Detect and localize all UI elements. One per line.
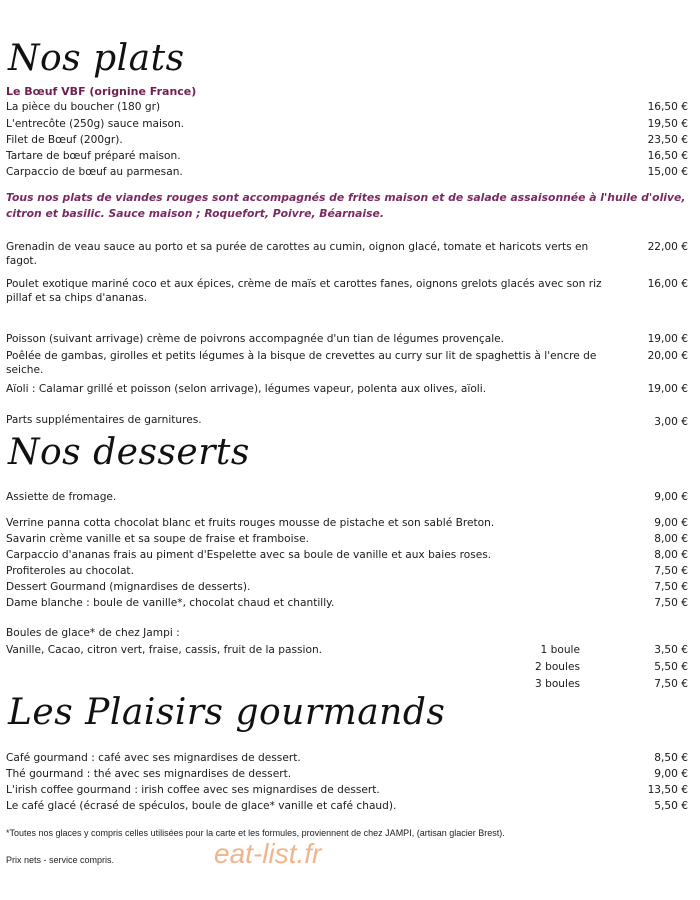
menu-item: Café gourmand : café avec ses mignardises de dessert. [6, 752, 301, 764]
menu-item: Tartare de bœuf préparé maison. [6, 150, 181, 162]
ice-cream-heading: Boules de glace* de chez Jampi : [6, 627, 180, 639]
menu-item: Dessert Gourmand (mignardises de desserts). [6, 581, 251, 593]
menu-item-price: 19,00 € [647, 333, 688, 345]
menu-item-price: 16,50 € [647, 150, 688, 162]
menu-item: Savarin crème vanille et sa soupe de fraise et framboise. [6, 533, 309, 545]
menu-item: L'irish coffee gourmand : irish coffee avec ses mignardises de dessert. [6, 784, 380, 796]
section-title-desserts: Nos desserts [8, 432, 250, 473]
ice-cream-qty: 1 boule [540, 644, 580, 656]
menu-item: Poêlée de gambas, girolles et petits légumes à la bisque de crevettes au curry sur lit de spaghettis à l'encre de seiche. [6, 350, 597, 376]
menu-item: Poulet exotique mariné coco et aux épices, crème de maïs et carottes fanes, oignons grelots glacés avec son riz pillaf et sa chips d'ananas. [6, 278, 602, 304]
menu-item-price: 5,50 € [654, 800, 688, 812]
menu-item: Assiette de fromage. [6, 491, 117, 503]
menu-item-price: 16,00 € [647, 278, 688, 290]
menu-item-price: 20,00 € [647, 350, 688, 362]
menu-item: Filet de Bœuf (200gr). [6, 134, 123, 146]
menu-item-price: 7,50 € [654, 581, 688, 593]
menu-item-price: 5,50 € [654, 661, 688, 673]
menu-item: Thé gourmand : thé avec ses mignardises de dessert. [6, 768, 292, 780]
menu-item-price: 7,50 € [654, 678, 688, 690]
menu-item: L'entrecôte (250g) sauce maison. [6, 118, 185, 130]
accompaniment-note: Tous nos plats de viandes rouges sont accompagnés de frites maison et de salade assaisonnée à l'huile d'olive, citron et basilic. Sauce maison ; Roquefort, Poivre, Béarnaise. [6, 191, 686, 220]
menu-item-price: 7,50 € [654, 597, 688, 609]
menu-item: Parts supplémentaires de garnitures. [6, 414, 202, 426]
menu-item: Poisson (suivant arrivage) crème de poivrons accompagnée d'un tian de légumes provençale. [6, 333, 505, 345]
menu-item: Le café glacé (écrasé de spéculos, boule de glace* vanille et café chaud). [6, 800, 397, 812]
menu-item-price: 8,00 € [654, 533, 688, 545]
menu-item-price: 8,00 € [654, 549, 688, 561]
watermark: eat-list.fr [214, 838, 322, 869]
menu-item-price: 15,00 € [647, 166, 688, 178]
menu-item: Grenadin de veau sauce au porto et sa purée de carottes au cumin, oignon glacé, tomate et haricots verts en fagot. [6, 241, 589, 267]
ice-cream-qty: 2 boules [534, 661, 580, 673]
menu-item-price: 9,00 € [654, 768, 688, 780]
ice-cream-qty: 3 boules [534, 678, 580, 690]
price-footnote: Prix nets - service compris. [6, 855, 115, 865]
ice-cream-flavours: Vanille, Cacao, citron vert, fraise, cassis, fruit de la passion. [6, 644, 323, 656]
menu-item: Verrine panna cotta chocolat blanc et fruits rouges mousse de pistache et son sablé Breton. [6, 517, 495, 529]
menu-item-price: 19,50 € [647, 118, 688, 130]
menu-item-price: 23,50 € [647, 134, 688, 146]
menu-item-price: 9,00 € [654, 517, 688, 529]
menu-item-price: 9,00 € [654, 491, 688, 503]
menu-item-price: 7,50 € [654, 565, 688, 577]
ice-cream-footnote: *Toutes nos glaces y compris celles utilisées pour la carte et les formules, proviennent de chez JAMPI, (artisan glacier Brest). [6, 828, 505, 838]
menu-item: La pièce du boucher (180 gr) [6, 101, 161, 113]
menu-item-price: 3,00 € [654, 416, 688, 428]
menu-item: Dame blanche : boule de vanille*, chocolat chaud et chantilly. [6, 597, 335, 609]
menu-item-price: 13,50 € [647, 784, 688, 796]
menu-item-price: 8,50 € [654, 752, 688, 764]
menu-item-price: 19,00 € [647, 383, 688, 395]
boeuf-heading: Le Bœuf VBF (orignine France) [6, 85, 197, 98]
section-title-plaisirs: Les Plaisirs gourmands [8, 692, 446, 733]
menu-item: Profiteroles au chocolat. [6, 565, 134, 577]
menu-item-price: 22,00 € [647, 241, 688, 253]
menu-item-price: 16,50 € [647, 101, 688, 113]
menu-item: Carpaccio de bœuf au parmesan. [6, 166, 183, 178]
menu-item: Aïoli : Calamar grillé et poisson (selon arrivage), légumes vapeur, polenta aux olives, aïoli. [6, 383, 487, 395]
menu-item-price: 3,50 € [654, 644, 688, 656]
menu-item: Carpaccio d'ananas frais au piment d'Espelette avec sa boule de vanille et aux baies roses. [6, 549, 492, 561]
section-title-plats: Nos plats [8, 38, 185, 79]
